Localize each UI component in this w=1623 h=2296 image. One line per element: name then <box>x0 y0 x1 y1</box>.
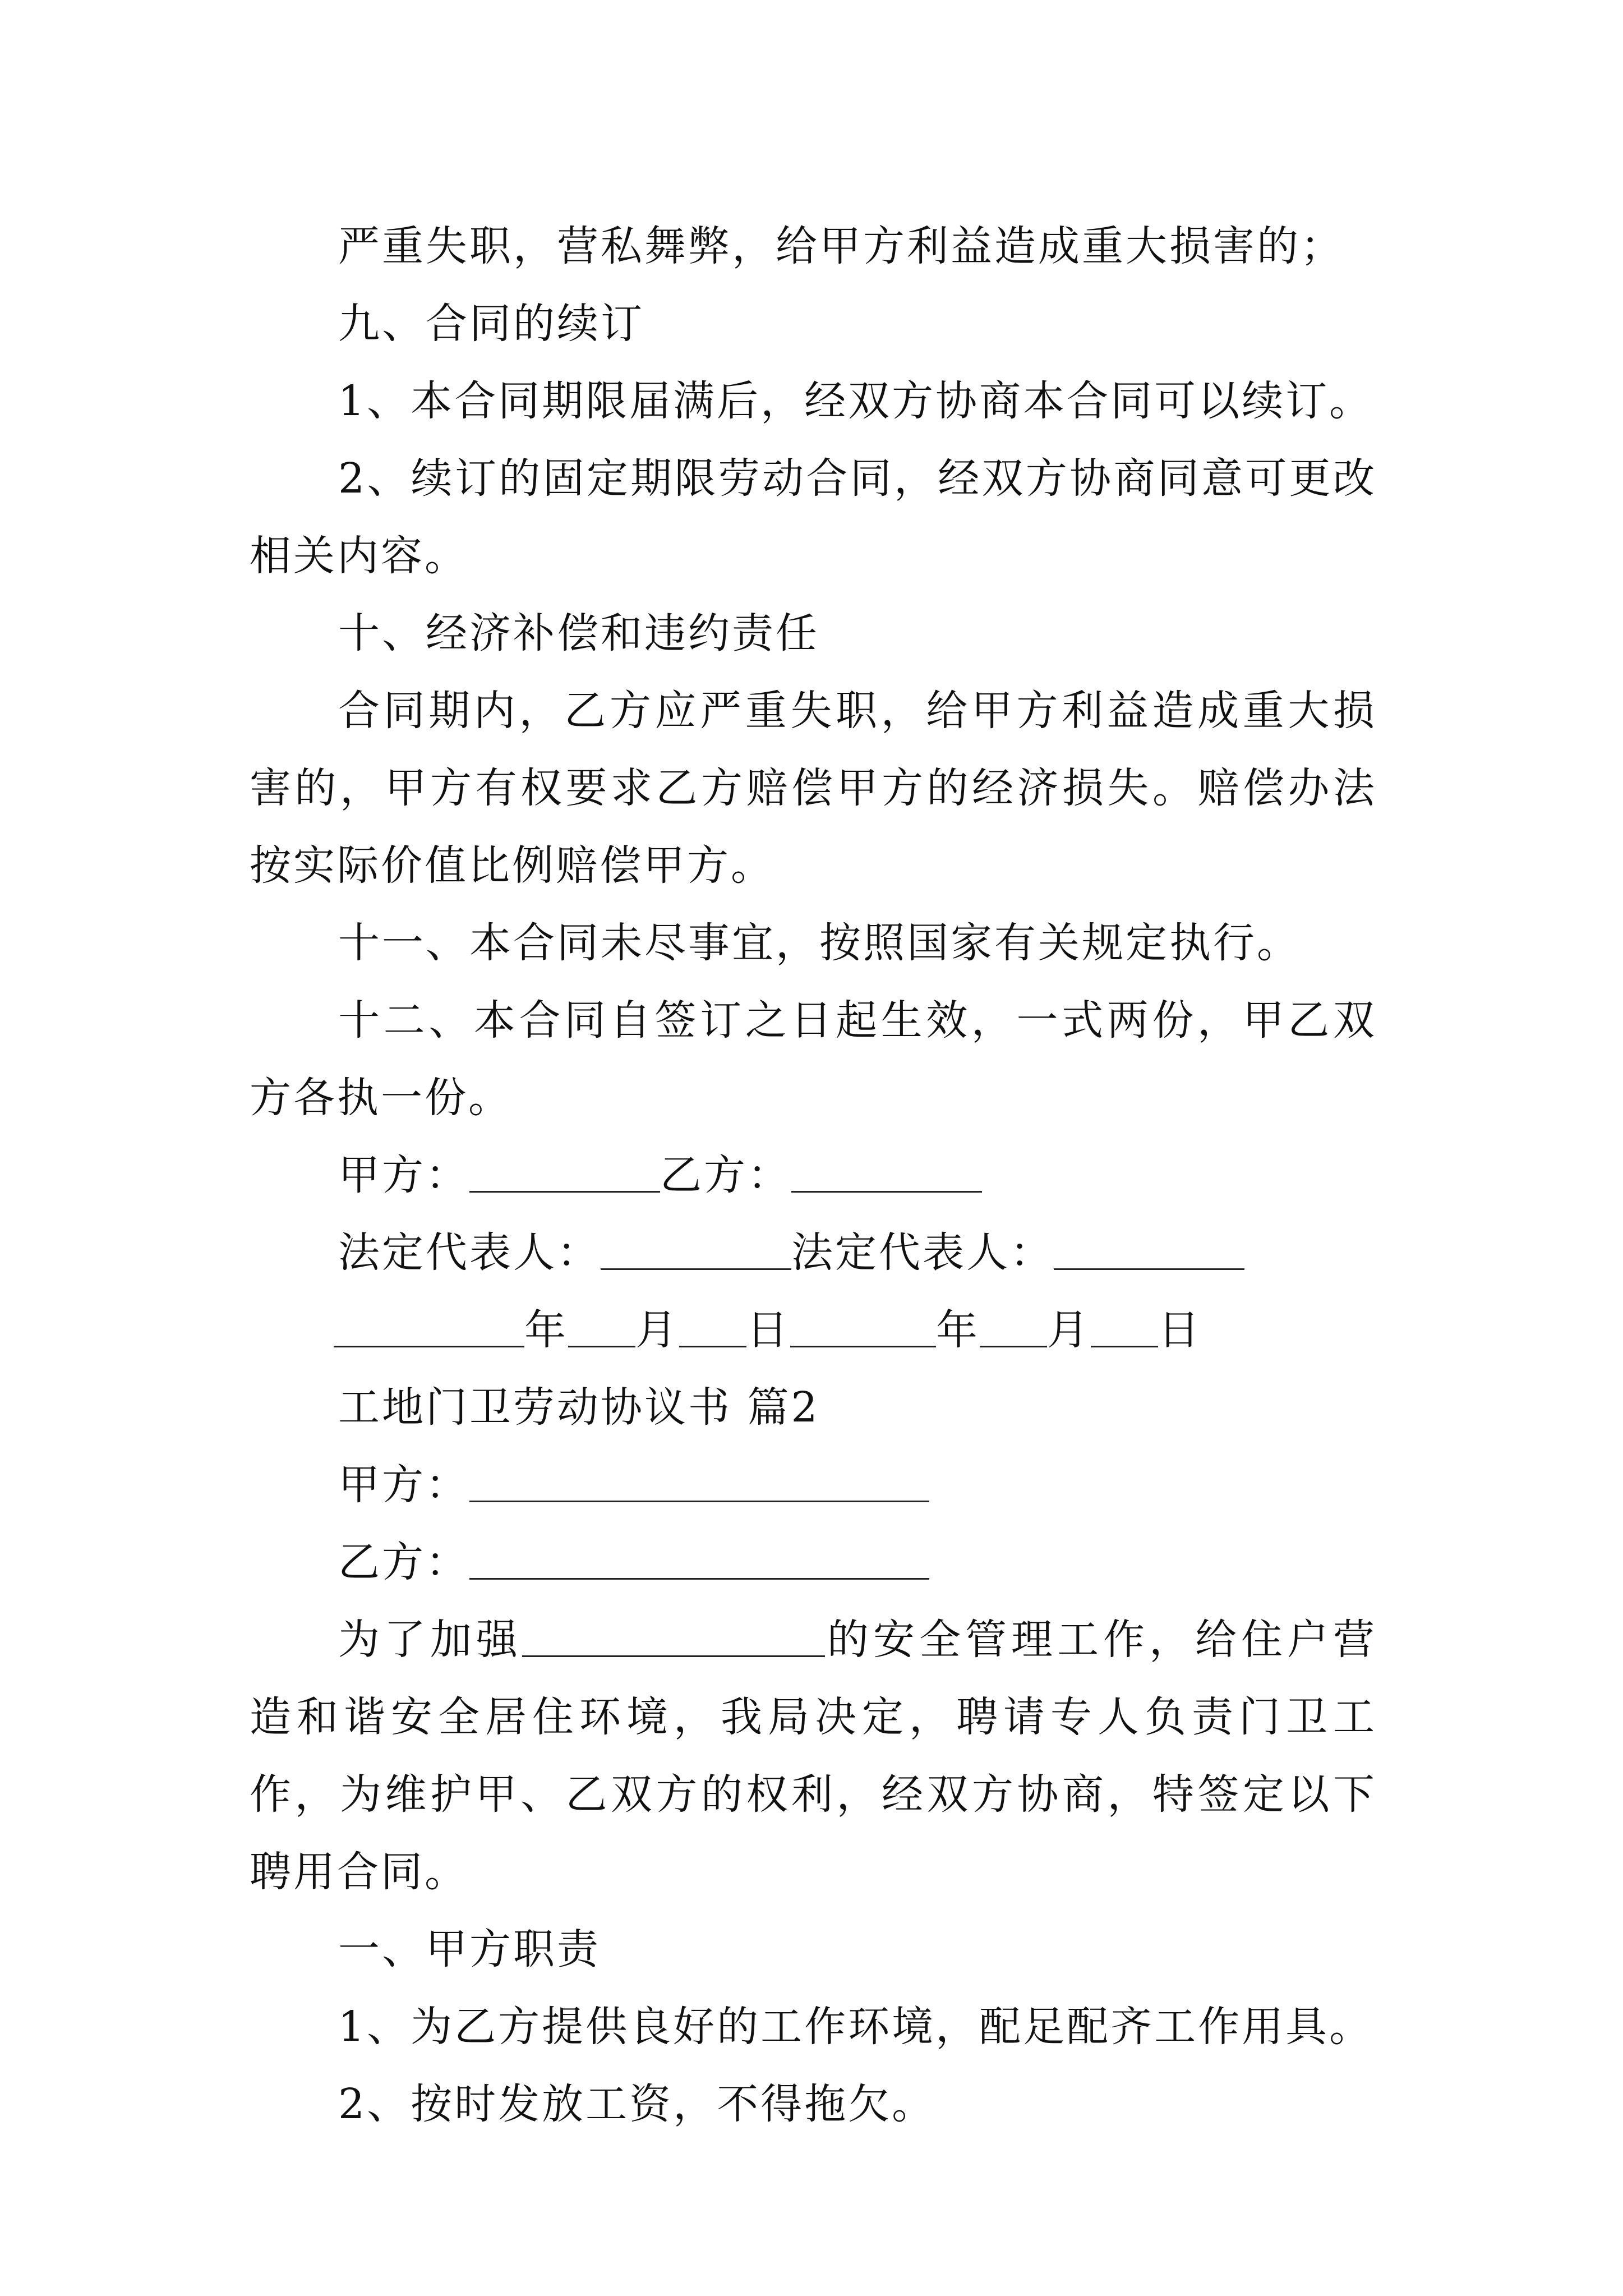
section2-party-a-line <box>250 1446 1377 1524</box>
legal-rep-line <box>250 1214 1377 1291</box>
party-a-label: 甲方： <box>338 1151 469 1199</box>
section2-item-1: 1、为乙方提供良好的工作环境，配足配齐工作用具。 <box>338 2003 1373 2051</box>
date-line <box>250 1291 1377 1369</box>
legal-rep-label-a: 法定代表人： <box>338 1228 601 1277</box>
paragraph-misconduct: 严重失职，营私舞弊，给甲方利益造成重大损害的； <box>338 222 1344 270</box>
legal-rep-a-blank <box>601 1235 791 1270</box>
section2-heading-1: 一、甲方职责 <box>338 1925 601 1973</box>
paragraph-renewal-2: 2、续订的固定期限劳动合同，经双方协商同意可更改相关内容。 <box>250 454 1377 580</box>
party-b-blank <box>791 1157 982 1193</box>
year-a-blank <box>334 1312 524 1347</box>
section2-title: 工地门卫劳动协议书 篇2 <box>338 1383 820 1432</box>
party-b-label: 乙方： <box>660 1151 791 1199</box>
section2-party-b-line <box>250 1524 1377 1601</box>
day-a-label: 日 <box>746 1306 790 1354</box>
paragraph-renewal-1: 1、本合同期限届满后，经双方协商本合同可以续订。 <box>338 377 1373 425</box>
year-b-blank <box>790 1312 936 1347</box>
day-b-label: 日 <box>1158 1306 1202 1354</box>
signature-parties-line <box>250 1137 1377 1214</box>
legal-rep-label-b: 法定代表人： <box>791 1228 1054 1277</box>
month-a-label: 月 <box>635 1306 679 1354</box>
paragraph-unmentioned-matters: 十一、本合同未尽事宜，按照国家有关规定执行。 <box>338 919 1301 967</box>
month-b-blank <box>980 1312 1047 1347</box>
section2-intro <box>250 1601 1377 1911</box>
party-a-blank <box>469 1157 660 1193</box>
month-a-blank <box>568 1312 635 1347</box>
section2-party-b-label: 乙方： <box>338 1538 469 1586</box>
legal-rep-b-blank <box>1054 1235 1244 1270</box>
paragraph-effective-date: 十二、本合同自签订之日起生效，一式两份，甲乙双方各执一份。 <box>250 996 1377 1122</box>
intro-suffix: 的安全管理工作，给住户营造和谐安全居住环境，我局决定，聘请专人负责门卫工作，为维护甲、乙双方的权利，经双方协商，特签定以下聘用合同。 <box>250 1616 1377 1896</box>
intro-blank <box>522 1622 825 1657</box>
day-a-blank <box>679 1312 746 1347</box>
paragraph-compensation: 合同期内，乙方应严重失职，给甲方利益造成重大损害的，甲方有权要求乙方赔偿甲方的经济损失。赔偿办法按实际价值比例赔偿甲方。 <box>250 687 1377 890</box>
heading-compensation: 十、经济补偿和违约责任 <box>338 609 819 657</box>
year-a-label: 年 <box>524 1306 568 1354</box>
section2-item-2: 2、按时发放工资，不得拖欠。 <box>338 2080 936 2128</box>
section2-party-a-blank <box>469 1467 929 1502</box>
day-b-blank <box>1091 1312 1158 1347</box>
heading-renewal: 九、合同的续订 <box>338 300 644 348</box>
year-b-label: 年 <box>936 1306 980 1354</box>
section2-party-b-blank <box>469 1544 929 1580</box>
document-body <box>250 208 1377 2143</box>
month-b-label: 月 <box>1047 1306 1091 1354</box>
intro-prefix: 为了加强 <box>338 1616 522 1664</box>
section2-party-a-label: 甲方： <box>338 1461 469 1509</box>
